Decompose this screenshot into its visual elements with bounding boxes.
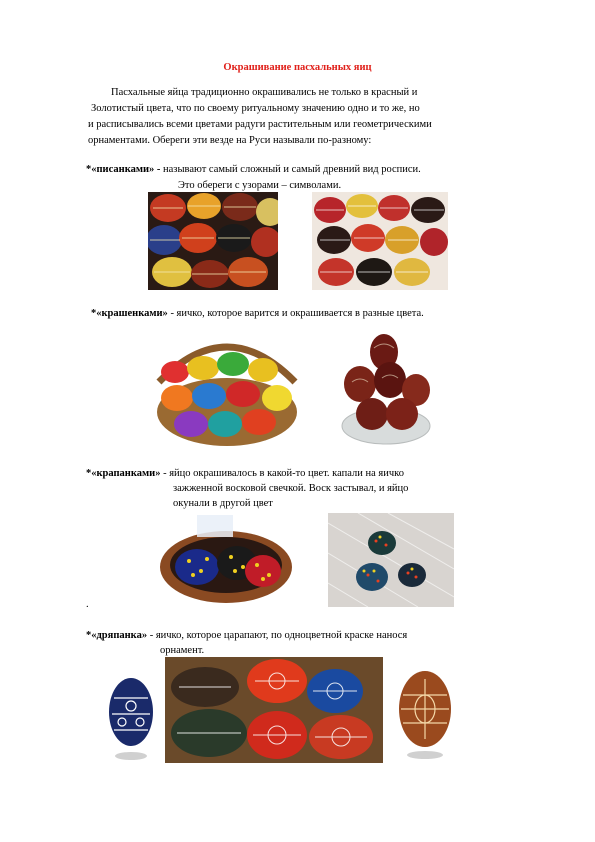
krapanki-photo-1 — [157, 513, 295, 607]
dryapanka-photo-1 — [104, 658, 158, 762]
desc-pysanky: называют самый сложный и самый древний вид росписи. — [160, 164, 421, 175]
desc-krapanki: - яйцо окрашивалось в какой-то цвет. капали на яичко — [160, 468, 404, 479]
desc-dryapanka: - яичко, которое царапают, по одноцветной краске нанося — [147, 630, 408, 641]
intro-line-2: Золотистый цвета, что по своему ритуальному значению одно и то же, но — [91, 103, 420, 114]
section-krapanki-line-2: зажженной восковой свечкой. Воск застывал, и яйцо — [173, 483, 409, 494]
krashenki-photo-2 — [338, 322, 434, 446]
term-pysanky: *«писанками» - — [86, 164, 161, 175]
stray-dot: . — [86, 599, 89, 610]
krapanki-photo-2 — [328, 513, 454, 607]
section-krapanki-line-3: окунали в другой цвет — [173, 498, 273, 509]
section-pysanky-line-1 — [86, 163, 421, 177]
intro-line-3: и расписывались всеми цветами радуги растительным или геометрическими — [88, 119, 432, 130]
term-dryapanka: *«дряпанка» — [86, 630, 148, 641]
term-krapanki: *«крапанками» — [86, 468, 161, 479]
section-dryapanka-line-2: орнамент. — [160, 645, 205, 656]
krashenki-photo-1 — [153, 322, 301, 446]
intro-line-1: Пасхальные яйца традиционно окрашивались не только в красный и — [111, 87, 418, 98]
pysanky-photo-1 — [148, 192, 278, 290]
desc-krashenki: - яичко, которое варится и окрашивается в разные цвета. — [167, 308, 424, 319]
page-title: Окрашивание пасхальных яиц — [223, 62, 372, 73]
section-krashenki-line-1 — [91, 307, 424, 321]
section-dryapanka-line-1 — [86, 629, 407, 643]
section-pysanky-line-2: Это обереги с узорами – символами. — [178, 180, 342, 191]
intro-line-4: орнаментами. Обереги эти везде на Руси называли по-разному: — [88, 135, 372, 146]
section-krapanki-line-1 — [86, 467, 404, 481]
term-krashenki: *«крашенками» — [91, 308, 168, 319]
dryapanka-photo-2 — [165, 657, 383, 763]
dryapanka-photo-3 — [391, 657, 459, 763]
pysanky-photo-2 — [312, 192, 448, 290]
